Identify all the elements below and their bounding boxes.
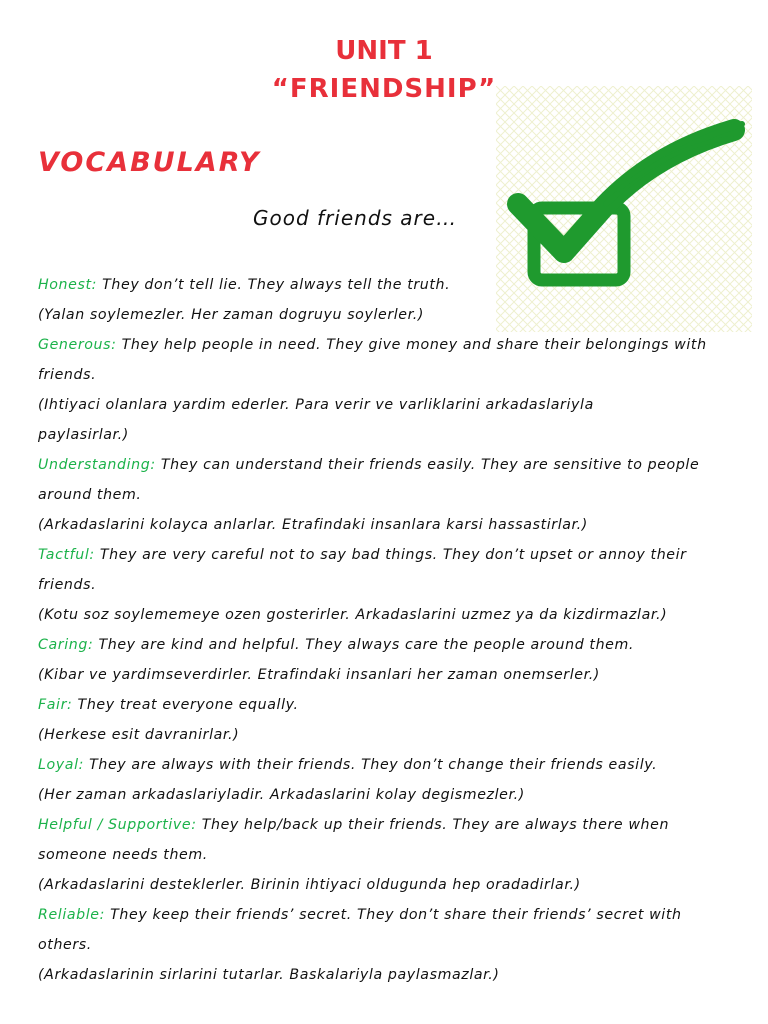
vocab-definition: They keep their friends’ secret. They don’t share their friends’ secret with — [110, 907, 682, 923]
definition-line — [38, 900, 714, 930]
definition-line — [38, 690, 714, 720]
translation-line: paylasirlar.) — [38, 427, 129, 443]
vocab-definition: They help people in need. They give money and share their belongings with — [121, 337, 707, 353]
definition-line — [38, 750, 714, 780]
vocab-term: Honest: — [38, 277, 98, 293]
definition-line — [38, 540, 714, 570]
definition-line — [38, 330, 714, 360]
definition-line — [38, 450, 714, 480]
topic-title: “FRIENDSHIP” — [271, 74, 497, 104]
vocab-definition: They treat everyone equally. — [77, 697, 299, 713]
vocab-definition: someone needs them. — [38, 847, 208, 863]
vocabulary-list — [38, 270, 714, 990]
vocab-definition: friends. — [38, 367, 97, 383]
vocab-definition: They can understand their friends easily. They are sensitive to people — [160, 457, 700, 473]
vocabulary-heading: VOCABULARY — [38, 147, 261, 178]
translation-line: (Arkadaslarini kolayca anlarlar. Etrafindaki insanlara karsi hassastirlar.) — [38, 517, 588, 533]
vocab-definition: They help/back up their friends. They are always there when — [201, 817, 670, 833]
vocab-definition: around them. — [38, 487, 142, 503]
vocab-term: Reliable: — [38, 907, 106, 923]
definition-continuation — [38, 480, 714, 510]
vocab-definition: friends. — [38, 577, 97, 593]
vocab-definition: They are always with their friends. They don’t change their friends easily. — [89, 757, 658, 773]
translation-line: (Kotu soz soylememeye ozen gosterirler. Arkadaslarini uzmez ya da kizdirmazlar.) — [38, 607, 668, 623]
translation-line: (Kibar ve yardimseverdirler. Etrafindaki insanlari her zaman onemserler.) — [38, 667, 600, 683]
vocab-definition: They are very careful not to say bad things. They don’t upset or annoy their — [99, 547, 687, 563]
translation-line: (Ihtiyaci olanlara yardim ederler. Para verir ve varliklarini arkadaslariyla — [38, 397, 594, 413]
vocab-term: Tactful: — [38, 547, 95, 563]
vocab-definition: others. — [38, 937, 92, 953]
definition-continuation — [38, 570, 714, 600]
definition-continuation — [38, 840, 714, 870]
definition-line — [38, 810, 714, 840]
definition-line — [38, 270, 714, 300]
vocab-definition: They are kind and helpful. They always care the people around them. — [98, 637, 635, 653]
vocab-definition: They don’t tell lie. They always tell the truth. — [102, 277, 451, 293]
translation-line: (Yalan soylemezler. Her zaman dogruyu soylerler.) — [38, 307, 425, 323]
definition-continuation — [38, 930, 714, 960]
translation-line: (Arkadaslarini desteklerler. Birinin ihtiyaci oldugunda hep oradadirlar.) — [38, 877, 581, 893]
definition-line — [38, 630, 714, 660]
unit-title: UNIT 1 — [335, 36, 433, 66]
translation-line: (Herkese esit davranirlar.) — [38, 727, 240, 743]
definition-continuation — [38, 360, 714, 390]
vocab-term: Generous: — [38, 337, 117, 353]
vocab-term: Helpful / Supportive: — [38, 817, 197, 833]
translation-line: (Arkadaslarinin sirlarini tutarlar. Baskalariyla paylasmazlar.) — [38, 967, 500, 983]
subtitle: Good friends are… — [253, 206, 458, 230]
translation-line: (Her zaman arkadaslariyladir. Arkadaslarini kolay degismezler.) — [38, 787, 525, 803]
vocab-term: Loyal: — [38, 757, 84, 773]
vocab-term: Caring: — [38, 637, 94, 653]
vocab-term: Understanding: — [38, 457, 156, 473]
vocab-term: Fair: — [38, 697, 73, 713]
